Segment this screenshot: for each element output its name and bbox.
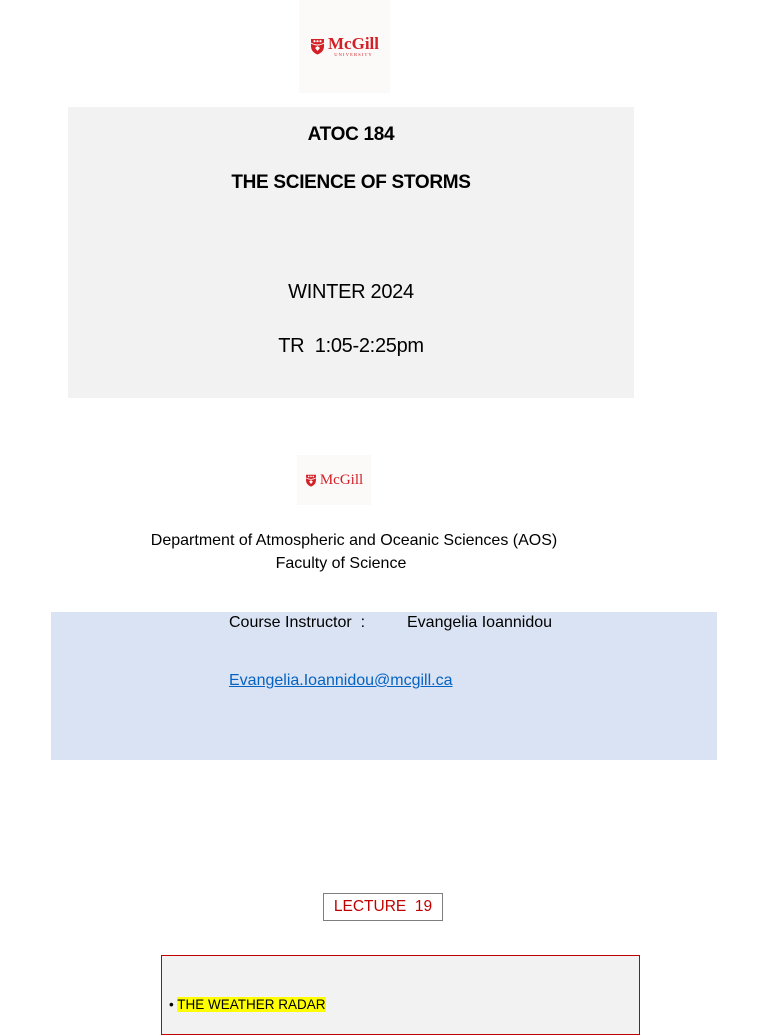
lecture-topics-box xyxy=(161,955,640,1035)
logo-wordmark: McGill xyxy=(328,34,379,54)
instructor-label: Course Instructor : xyxy=(229,614,366,631)
instructor-email-link[interactable]: Evangelia.Ioannidou@mcgill.ca xyxy=(229,672,453,689)
mcgill-crest-icon xyxy=(310,38,325,55)
mcgill-logo-top xyxy=(299,0,390,93)
mcgill-logo-mid xyxy=(297,455,371,505)
course-title-panel xyxy=(68,107,634,398)
course-title: THE SCIENCE OF STORMS xyxy=(231,172,471,193)
lecture-number-badge: LECTURE 19 xyxy=(323,893,443,921)
topic-weather-radar: THE WEATHER RADAR xyxy=(177,997,326,1012)
instructor-name: Evangelia Ioannidou xyxy=(407,614,553,631)
instructor-panel xyxy=(51,612,717,760)
department-name: Department of Atmospheric and Oceanic Sciences (AOS) xyxy=(150,532,558,549)
faculty-name: Faculty of Science xyxy=(275,555,407,572)
topic-list-item xyxy=(169,997,326,1012)
course-term: WINTER 2024 xyxy=(288,281,414,303)
logo-wordmark: McGill xyxy=(319,471,364,488)
mcgill-crest-icon xyxy=(305,474,317,487)
bullet: • xyxy=(169,997,174,1012)
course-schedule: TR 1:05-2:25pm xyxy=(278,335,424,357)
course-code: ATOC 184 xyxy=(307,124,395,145)
logo-subtitle: UNIVERSITY xyxy=(334,52,373,58)
